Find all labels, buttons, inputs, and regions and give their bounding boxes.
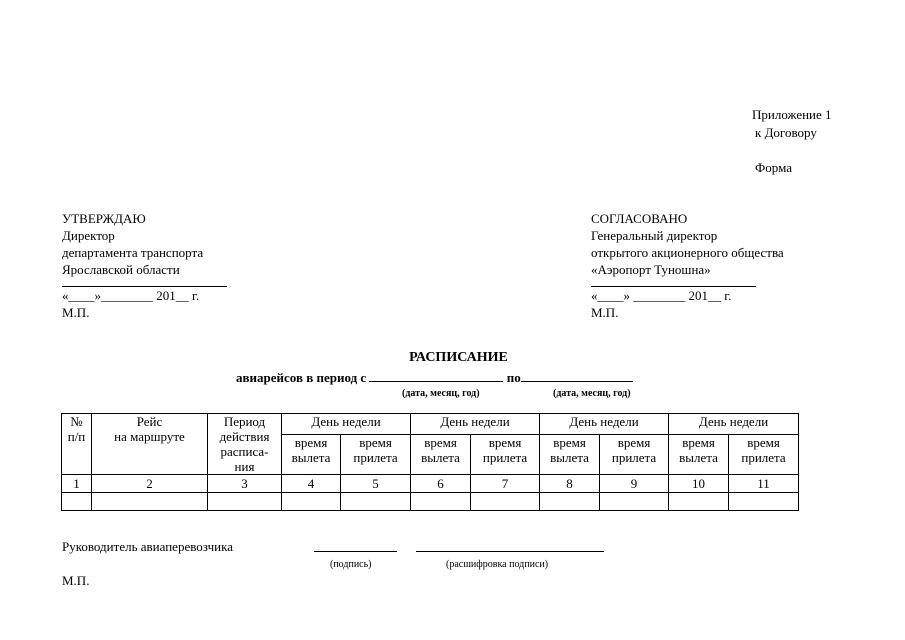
agree-company-type: открытого акционерного общества	[591, 245, 784, 260]
approve-region: Ярославской области	[62, 262, 180, 277]
table-cell	[669, 493, 729, 511]
approve-block	[62, 210, 227, 321]
table-cell	[62, 493, 92, 511]
table-cell	[208, 493, 282, 511]
column-number: 2	[92, 475, 208, 493]
approve-date: «____»________ 201__ г.	[62, 288, 200, 303]
document-title: РАСПИСАНИЕ	[409, 350, 508, 365]
carrier-manager-label: Руководитель авиаперевозчика	[62, 539, 234, 554]
column-number: 1	[62, 475, 92, 493]
departure-header	[669, 434, 729, 474]
agree-stamp: М.П.	[591, 305, 619, 320]
table-cell	[471, 493, 540, 511]
day-group-header: День недели	[540, 414, 669, 435]
column-number: 4	[282, 475, 341, 493]
day-group-header: День недели	[282, 414, 411, 435]
table-cell	[341, 493, 411, 511]
column-number: 5	[341, 475, 411, 493]
period-to-blank	[521, 368, 633, 382]
arrival-label-1: время	[359, 434, 392, 450]
agree-company-name: «Аэропорт Туношна»	[591, 262, 711, 277]
arrival-header	[341, 434, 411, 474]
table-row	[62, 493, 799, 511]
table-cell	[540, 493, 600, 511]
departure-label-2: вылета	[421, 449, 460, 465]
departure-header	[411, 434, 471, 474]
period-row	[236, 368, 633, 386]
approve-stamp: М.П.	[62, 305, 90, 320]
col-no-label-1: №	[70, 414, 83, 429]
header-row-1	[62, 414, 799, 435]
col-period-label-1: Период	[223, 414, 266, 429]
appendix-title: Приложение 1	[752, 107, 832, 122]
col-no-header	[62, 414, 92, 475]
col-flight-label-2: на маршруте	[114, 429, 185, 444]
arrival-header	[471, 434, 540, 474]
agree-block	[591, 210, 784, 321]
day-group-header: День недели	[411, 414, 540, 435]
approve-department: департамента транспорта	[62, 245, 204, 260]
column-number: 7	[471, 475, 540, 493]
departure-header	[540, 434, 600, 474]
agree-signature-line	[591, 278, 756, 287]
col-no-label-2: п/п	[67, 429, 86, 444]
agree-heading: СОГЛАСОВАНО	[591, 211, 688, 226]
name-decode-hint: (расшифровка подписи)	[446, 559, 549, 570]
arrival-header	[729, 434, 799, 474]
day-group-header: День недели	[669, 414, 799, 435]
arrival-label-1: время	[747, 434, 780, 450]
arrival-label-2: прилета	[482, 449, 528, 465]
column-number: 6	[411, 475, 471, 493]
column-number: 11	[729, 475, 799, 493]
footer-stamp: М.П.	[62, 573, 90, 588]
departure-label-1: время	[294, 434, 328, 450]
appendix-contract-ref: к Договору	[755, 125, 817, 140]
departure-header	[282, 434, 341, 474]
arrival-label-1: время	[488, 434, 522, 450]
approve-signature-line	[62, 278, 227, 287]
manager-name-line	[416, 551, 604, 552]
col-period-label-3: расписа-	[220, 444, 269, 459]
departure-label-2: вылета	[550, 449, 589, 465]
schedule-table	[61, 413, 799, 511]
period-from-blank	[369, 368, 503, 382]
col-period-label-2: действия	[219, 429, 270, 444]
departure-label-2: вылета	[291, 449, 331, 465]
approve-heading: УТВЕРЖДАЮ	[62, 211, 146, 226]
column-number-row	[62, 475, 799, 493]
table-cell	[729, 493, 799, 511]
departure-label-2: вылета	[679, 449, 718, 465]
column-number: 9	[600, 475, 669, 493]
signature-hint: (подпись)	[330, 559, 372, 570]
col-flight-header	[92, 414, 208, 475]
column-number: 10	[669, 475, 729, 493]
departure-label-1: время	[424, 434, 457, 450]
period-to-hint: (дата, месяц, год)	[553, 388, 631, 399]
departure-label-1: время	[682, 434, 715, 450]
period-prefix: авиарейсов в период с	[236, 370, 367, 385]
appendix-form-label: Форма	[755, 160, 792, 175]
arrival-label-2: прилета	[741, 449, 786, 465]
column-number: 8	[540, 475, 600, 493]
column-number: 3	[208, 475, 282, 493]
table-cell	[92, 493, 208, 511]
arrival-label-1: время	[617, 434, 651, 450]
departure-label-1: время	[553, 434, 586, 450]
col-period-label-4: ния	[234, 459, 255, 474]
arrival-header	[600, 434, 669, 474]
agree-position: Генеральный директор	[591, 228, 718, 243]
arrival-label-2: прилета	[611, 449, 657, 465]
period-from-hint: (дата, месяц, год)	[402, 388, 480, 399]
table-cell	[411, 493, 471, 511]
agree-date: «____» ________ 201__ г.	[591, 288, 732, 303]
col-period-header	[208, 414, 282, 475]
approve-position: Директор	[62, 228, 115, 243]
col-flight-label-1: Рейс	[136, 414, 163, 429]
table-cell	[600, 493, 669, 511]
period-middle: по	[506, 370, 521, 385]
manager-signature-line	[314, 551, 397, 552]
arrival-label-2: прилета	[353, 449, 398, 465]
table-cell	[282, 493, 341, 511]
